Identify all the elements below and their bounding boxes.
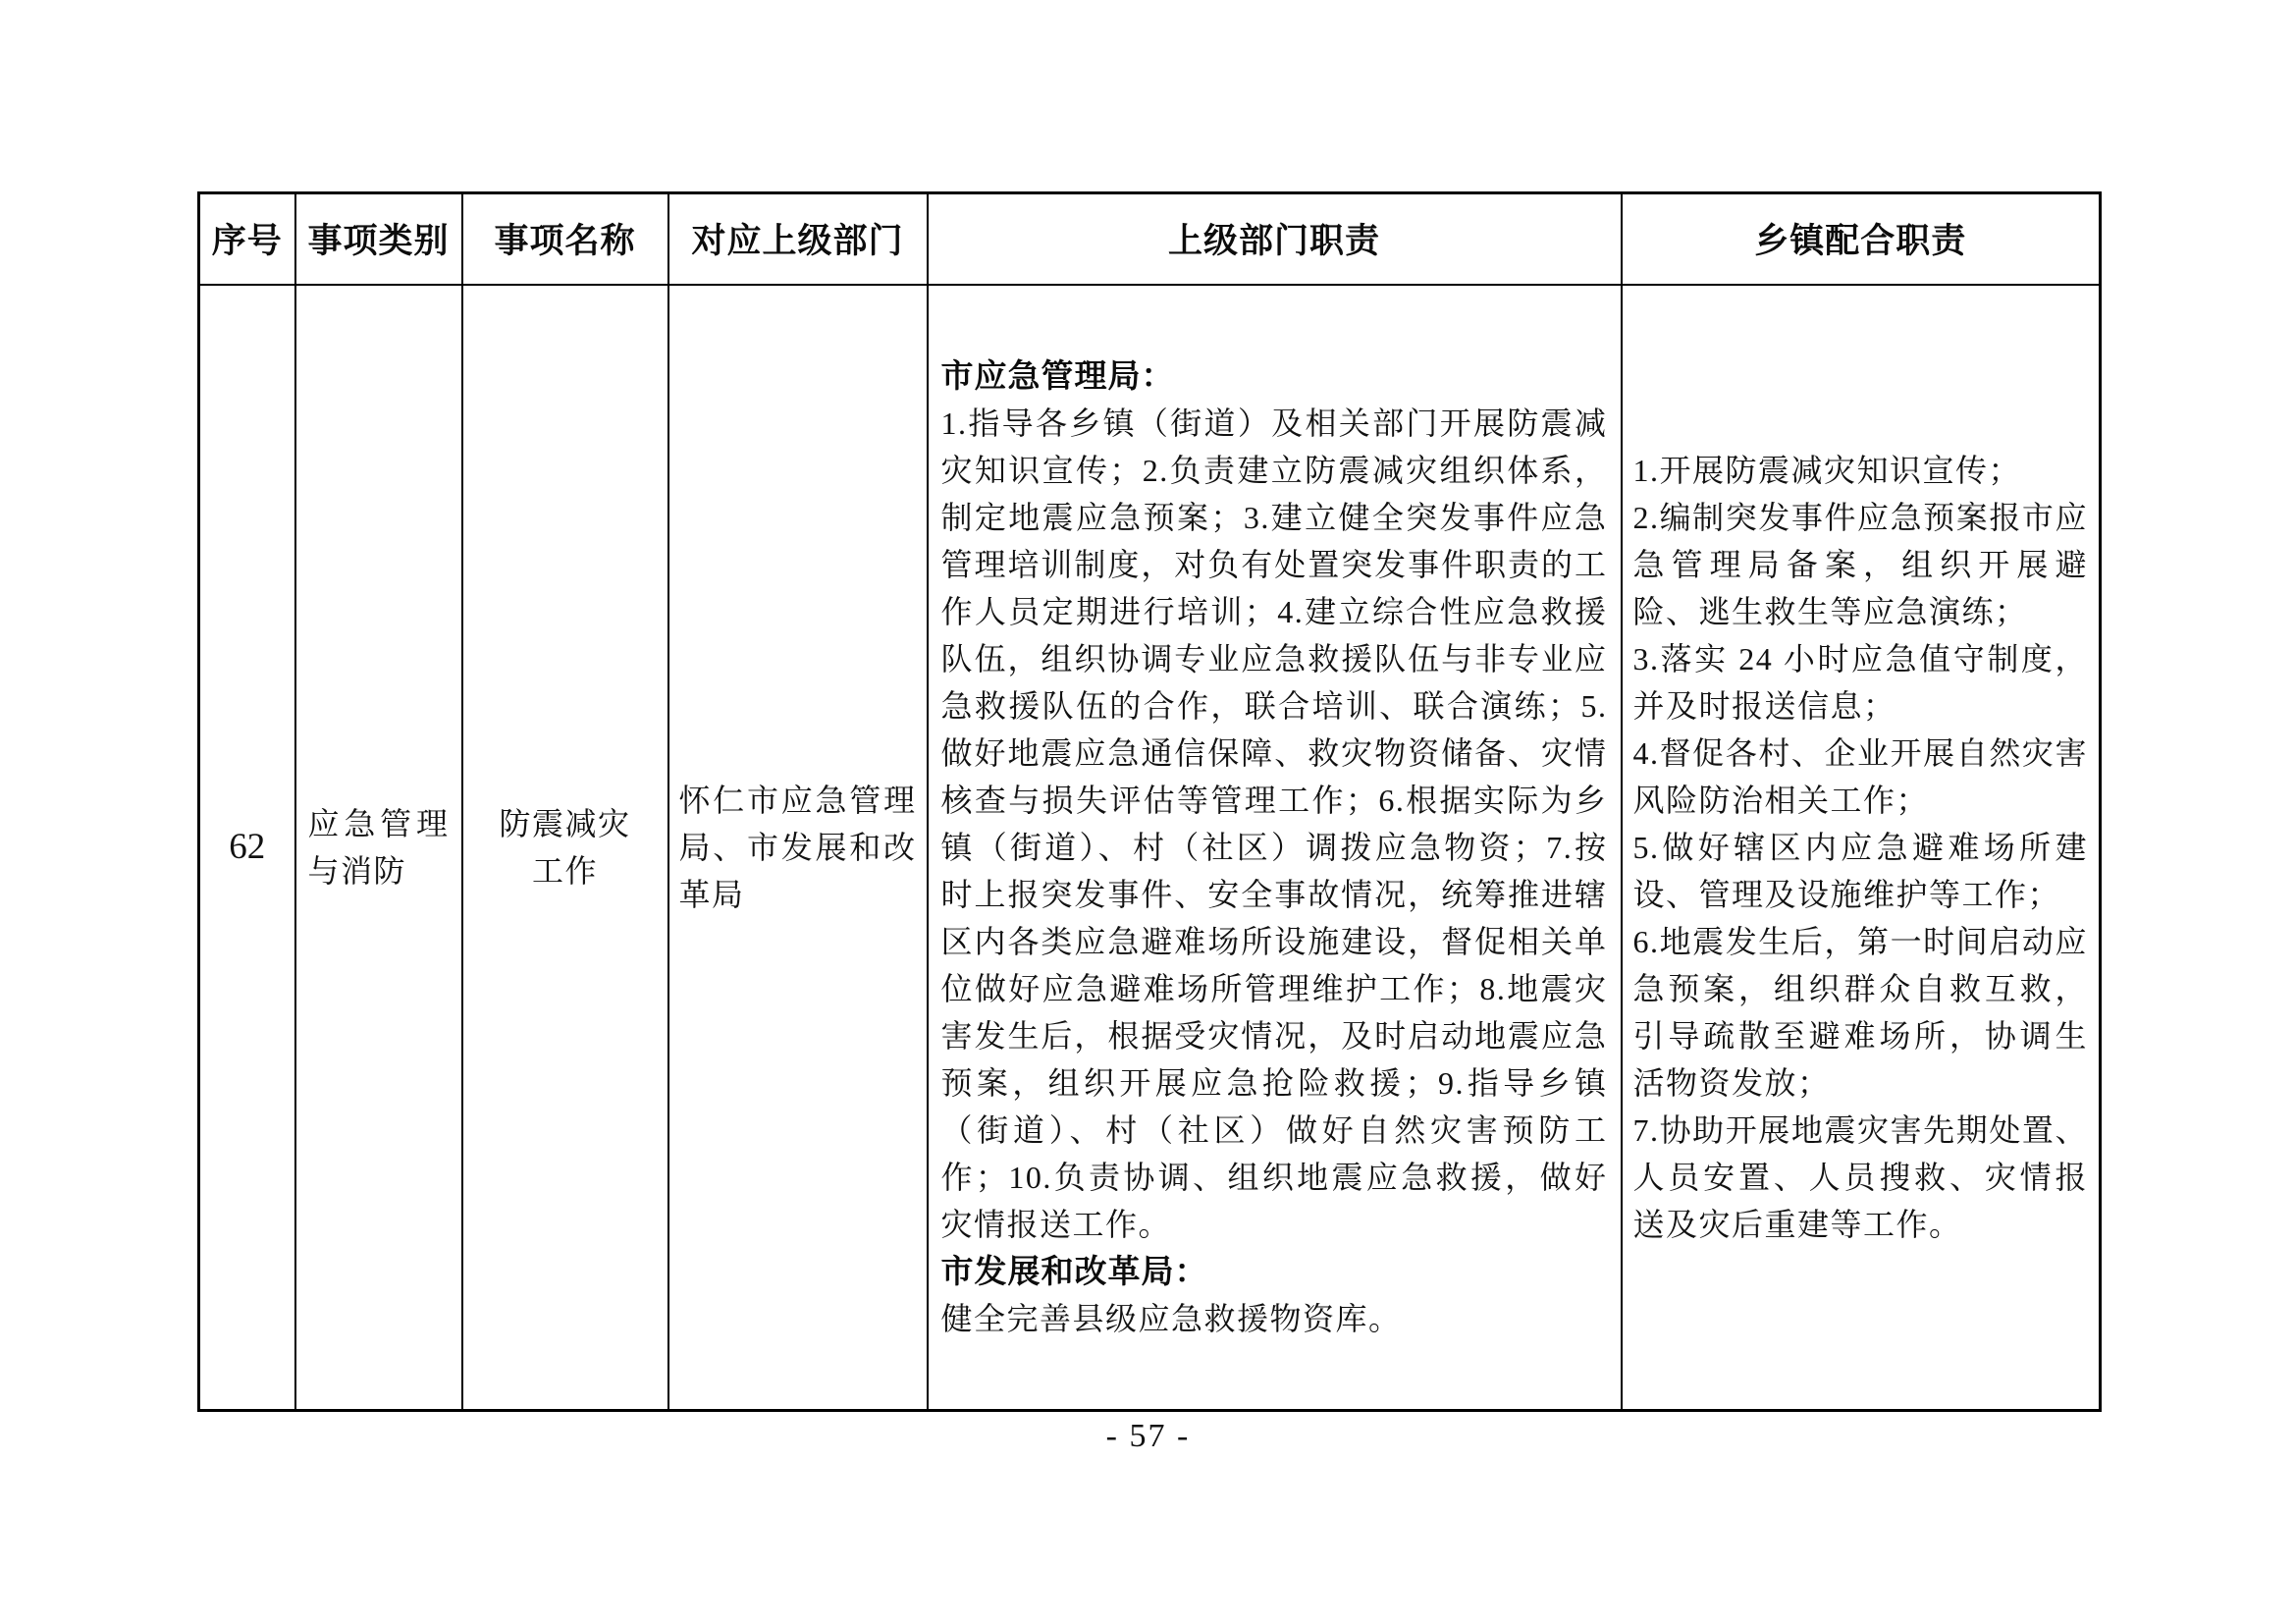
cell-superior-department [668, 285, 928, 1411]
cell-item-name [462, 285, 668, 1411]
superior-duty-body-1: 1.指导各乡镇（街道）及相关部门开展防震减灾知识宣传；2.负责建立防震减灾组织体系，制定地震应急预案；3.建立健全突发事件应急管理培训制度，对负有处置突发事件职责的工作人员定期进行培训；4.建立综合性应急救援队伍，组织协调专业应急救援队伍与非专业应急救援队伍的合作，联合培训、联合演练；5.做好地震应急通信保障、救灾物资储备、灾情核查与损失评估等管理工作；6.根据实际为乡镇（街道）、村（社区）调拨应急物资；7.按时上报突发事件、安全事故情况，统筹推进辖区内各类应急避难场所设施建设，督促相关单位做好应急避难场所管理维护工作；8.地震灾害发生后，根据受灾情况，及时启动地震应急预案，组织开展应急抢险救援；9.指导乡镇（街道）、村（社区）做好自然灾害预防工作；10.负责协调、组织地震应急救援，做好灾情报送工作。 [940, 405, 1608, 1242]
item-category-text: 应急管理与消防 [307, 805, 450, 889]
superior-duty-heading-2: 市发展和改革局： [940, 1252, 1208, 1289]
col-header-category: 事项类别 [295, 193, 462, 285]
township-duty-item: 1.开展防震减灾知识宣传； [1632, 452, 2022, 488]
township-duty-item: 5.做好辖区内应急避难场所建设、管理及设施维护等工作； [1632, 829, 2088, 912]
cell-township-duties [1622, 285, 2101, 1411]
cell-serial-number: 62 [199, 285, 295, 1411]
page-number: - 57 - [1105, 1418, 1191, 1454]
table-header-row [199, 193, 2101, 285]
township-duty-item: 7.协助开展地震灾害先期处置、人员安置、人员搜救、灾情报送及灾后重建等工作。 [1632, 1111, 2088, 1242]
cell-superior-duties [928, 285, 1622, 1411]
col-header-superior-duties: 上级部门职责 [928, 193, 1622, 285]
col-header-item-name: 事项名称 [462, 193, 668, 285]
superior-duty-heading-1: 市应急管理局： [940, 356, 1175, 394]
township-duty-item: 3.落实 24 小时应急值守制度，并及时报送信息； [1632, 640, 2088, 724]
col-header-department: 对应上级部门 [668, 193, 928, 285]
col-header-township-duties: 乡镇配合职责 [1622, 193, 2101, 285]
township-duty-item: 2.编制突发事件应急预案报市应急管理局备案，组织开展避险、逃生救生等应急演练； [1632, 499, 2088, 629]
responsibility-table [197, 191, 2102, 1412]
township-duty-item: 4.督促各村、企业开展自然灾害风险防治相关工作； [1632, 734, 2088, 818]
township-duty-item: 6.地震发生后，第一时间启动应急预案，组织群众自救互救，引导疏散至避难场所，协调生活物资发放； [1632, 923, 2088, 1101]
col-header-serial: 序号 [199, 193, 295, 285]
cell-item-category [295, 285, 462, 1411]
table-row [199, 285, 2101, 1411]
superior-duty-body-2: 健全完善县级应急救援物资库。 [940, 1300, 1402, 1336]
item-name-text: 防震减灾工作 [499, 805, 631, 889]
superior-department-text: 怀仁市应急管理局、市发展和改革局 [678, 782, 917, 912]
